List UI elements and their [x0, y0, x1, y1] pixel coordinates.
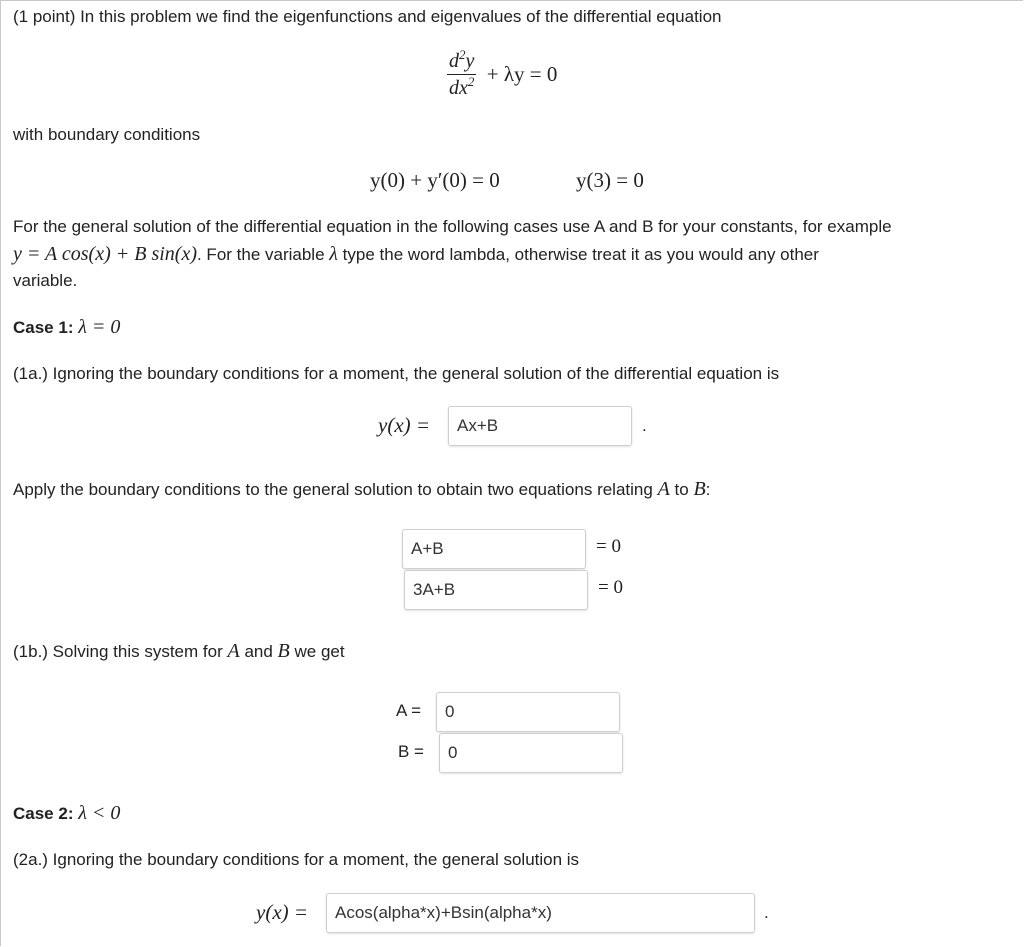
case2-period: . — [764, 903, 769, 922]
bc-equation-1-value: A+B — [411, 539, 444, 558]
case1-general-solution-input[interactable] — [448, 406, 632, 446]
problem-intro: (1 point) In this problem we find the eigenfunctions and eigenvalues of the differential equation — [13, 7, 722, 26]
bc-equation-2-rhs: = 0 — [598, 577, 623, 598]
case2-yx-label: y(x) = — [256, 900, 309, 924]
bc-equation-2-input[interactable] — [404, 570, 588, 610]
case2-heading: Case 2: λ < 0 — [13, 802, 121, 824]
A-value-input[interactable] — [436, 692, 620, 732]
case1-general-solution-value: Ax+B — [457, 416, 499, 435]
case1-period: . — [642, 416, 647, 435]
case1-part-a-text: (1a.) Ignoring the boundary conditions for a moment, the general solution of the differential equation is — [13, 364, 780, 383]
A-label: A = — [396, 701, 422, 720]
A-value: 0 — [445, 702, 455, 721]
ode-equation — [447, 47, 558, 99]
bc-equation-2-value: 3A+B — [413, 580, 456, 599]
bc-equation-1-input[interactable] — [402, 529, 586, 569]
with-bc-text: with boundary conditions — [13, 125, 201, 144]
boundary-condition-1: y(0) + y′(0) = 0 — [370, 168, 500, 192]
case1-yx-label: y(x) = — [378, 413, 431, 437]
instructions-line-2: y = A cos(x) + B sin(x). For the variable λ type the word lambda, otherwise treat it as you would any other — [13, 243, 819, 265]
case2-part-a-text: (2a.) Ignoring the boundary conditions for a moment, the general solution is — [13, 850, 580, 869]
B-value: 0 — [448, 743, 458, 762]
example-solution: y = A cos(x) + B sin(x) — [13, 243, 197, 265]
B-label: B = — [398, 742, 424, 761]
ode-rest: + λy = 0 — [486, 62, 558, 86]
ode-fraction: $\frac{d^2y}{dx^2}$ — [449, 47, 475, 99]
instructions-line-1: For the general solution of the differential equation in the following cases use A and B for your constants, for example — [13, 217, 892, 236]
instructions-line-3: variable. — [13, 271, 78, 290]
boundary-condition-2: y(3) = 0 — [576, 168, 644, 192]
case1-heading: Case 1: λ = 0 — [13, 316, 121, 338]
case2-general-solution-input[interactable] — [326, 893, 755, 933]
bc-equation-1-rhs: = 0 — [596, 536, 621, 557]
case1-part-b-text: (1b.) Solving this system for A and B we get — [13, 640, 345, 662]
apply-bc-text: Apply the boundary conditions to the general solution to obtain two equations relating A to B: — [13, 478, 711, 500]
lambda-symbol: λ — [329, 243, 338, 265]
case2-general-solution-value: Acos(alpha*x)+Bsin(alpha*x) — [335, 903, 552, 922]
B-value-input[interactable] — [439, 733, 623, 773]
